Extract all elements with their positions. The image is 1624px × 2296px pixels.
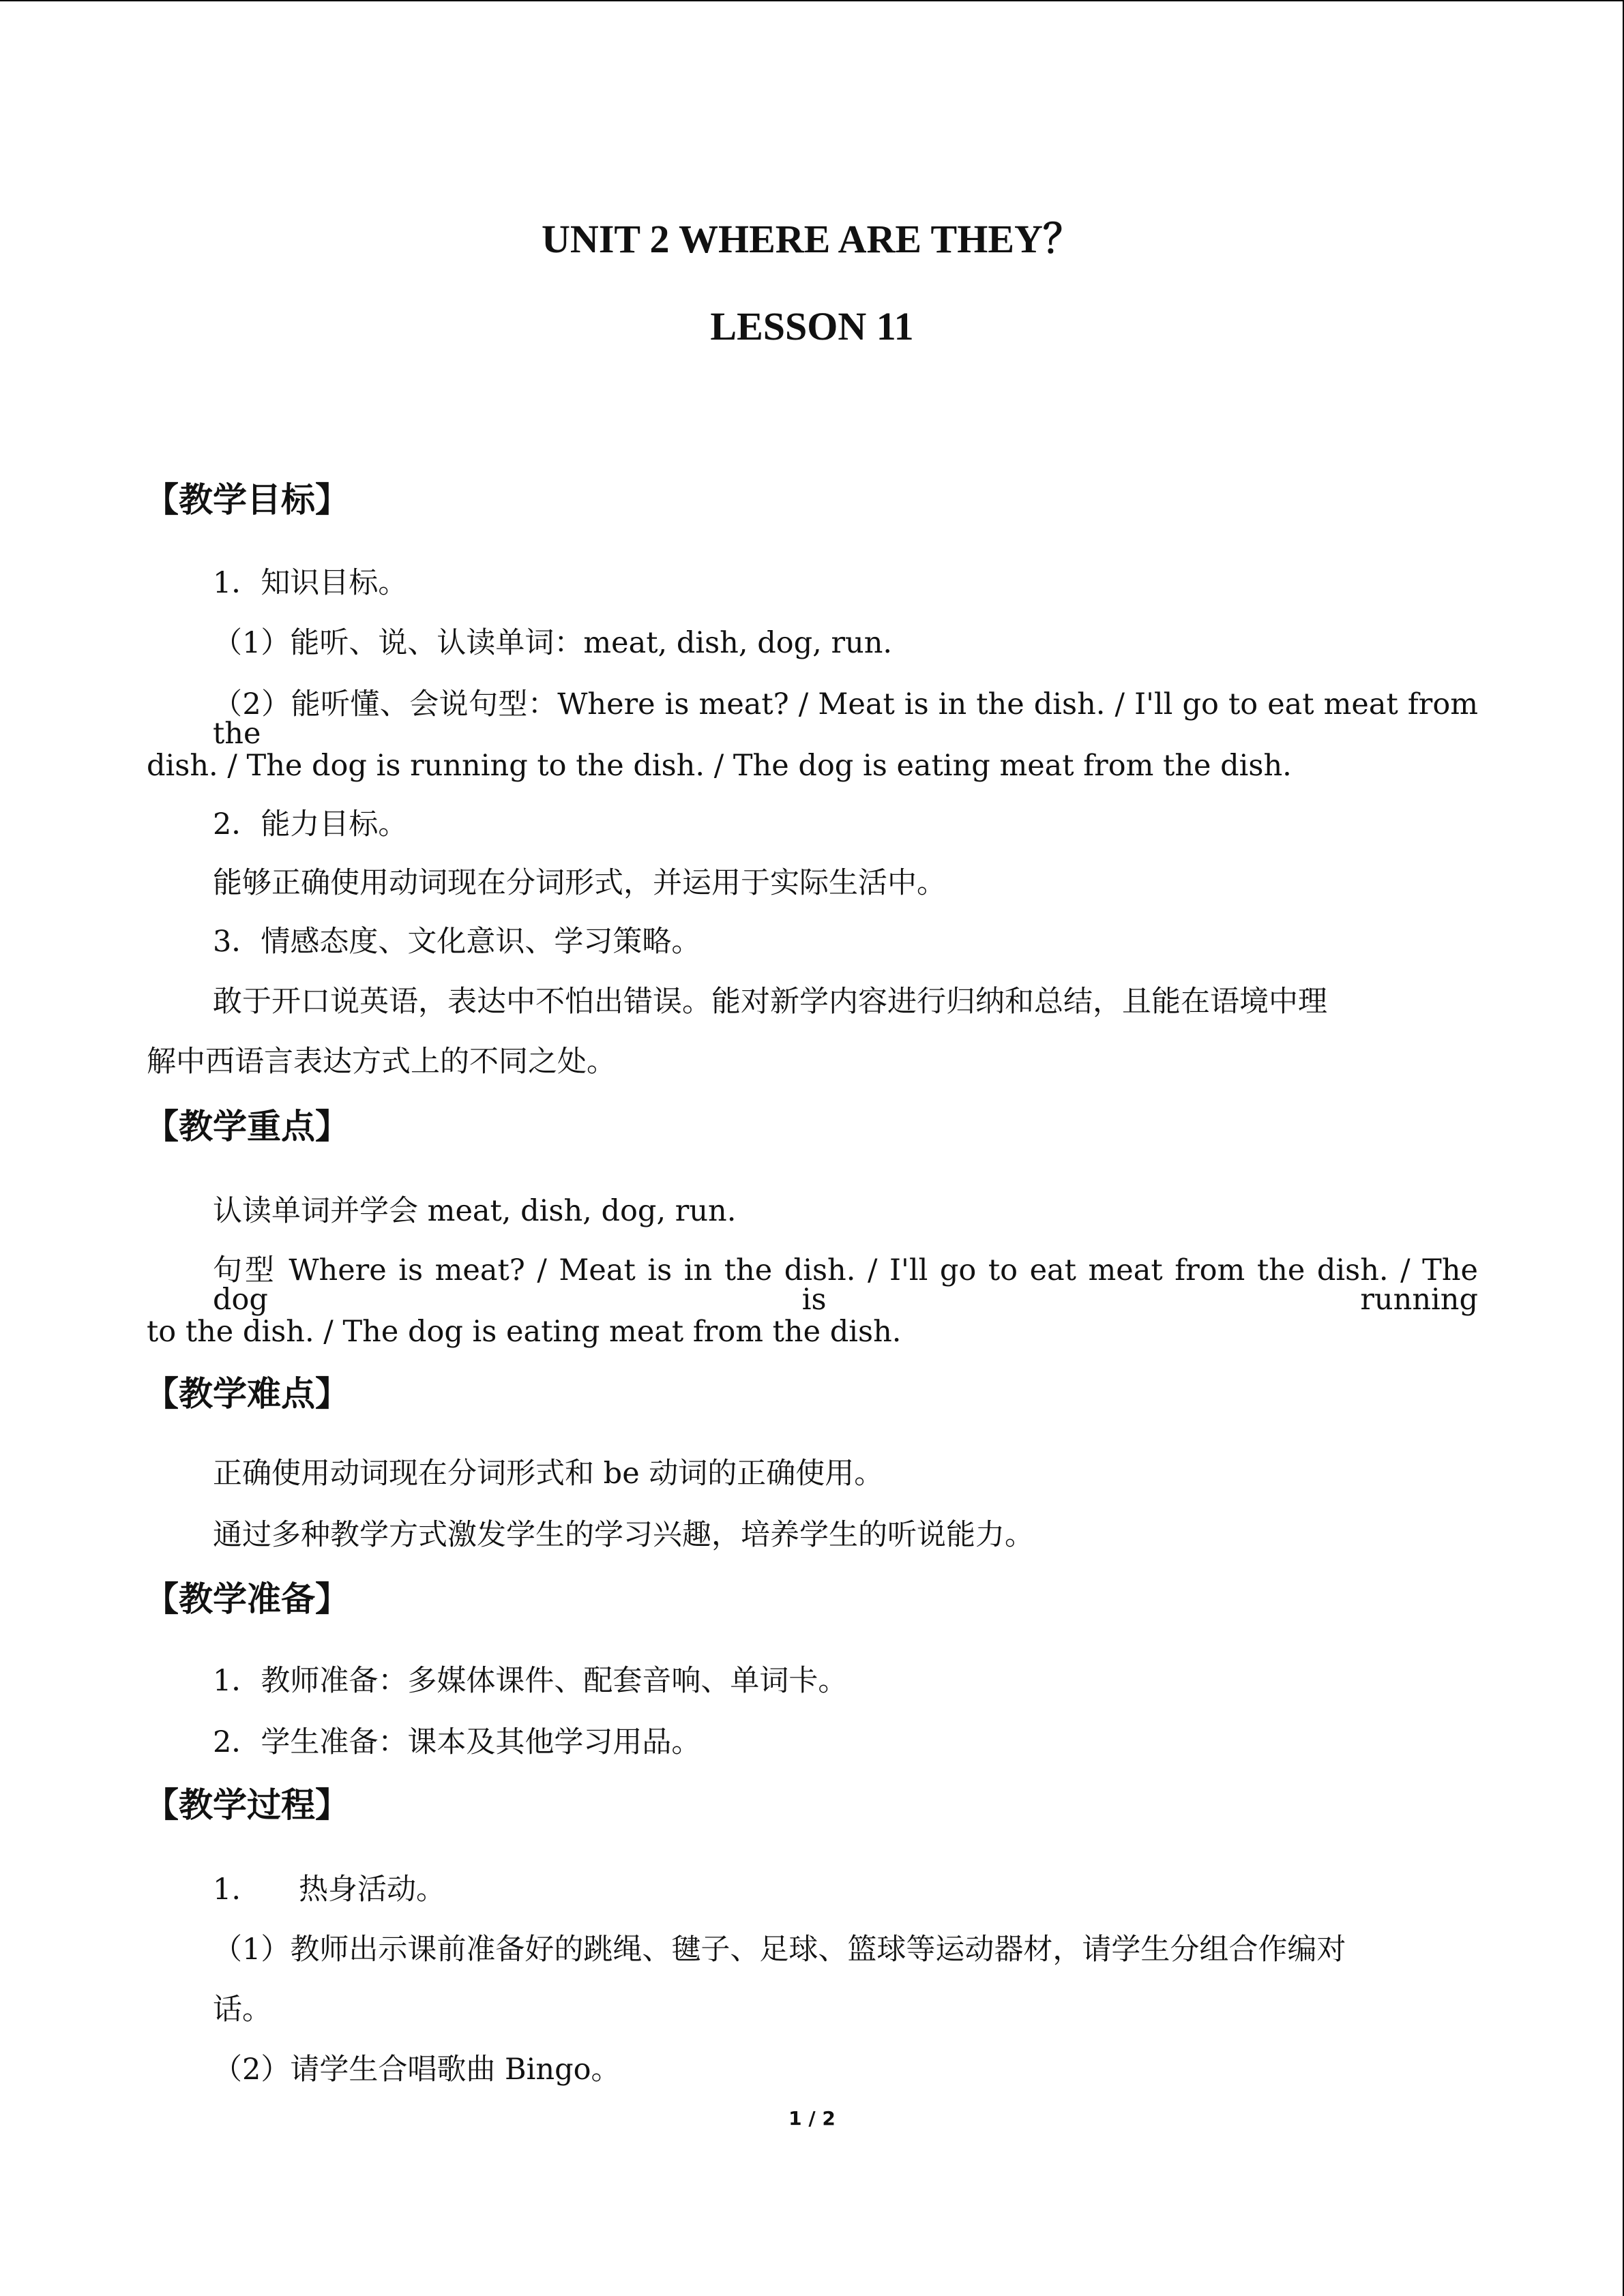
heading-key-points: 【教学重点】	[145, 1107, 349, 1146]
page-number: 1 / 2	[788, 2107, 836, 2130]
key-points-line-1: 认读单词并学会 meat, dish, dog, run.	[213, 1194, 737, 1228]
process-line-2: （1）教师出示课前准备好的跳绳、毽子、足球、篮球等运动器材，请学生分组合作编对	[213, 1933, 1346, 1967]
lesson-title: LESSON 11	[710, 304, 914, 348]
objectives-line-4: dish. / The dog is running to the dish. / The dog is eating meat from the dish.	[147, 749, 1292, 783]
objectives-line-9: 解中西语言表达方式上的不同之处。	[147, 1045, 616, 1079]
process-line-3: 话。	[213, 1993, 271, 2027]
process-item-text: 热身活动。	[299, 1873, 446, 1907]
objectives-line-7: 3．情感态度、文化意识、学习策略。	[213, 925, 701, 959]
objectives-line-2: （1）能听、说、认读单词：meat, dish, dog, run.	[213, 626, 893, 660]
key-points-line-2: 句型 Where is meat? / Meat is in the dish. / I'll go to eat meat from the dish. / The dog is running	[213, 1253, 1478, 1317]
difficulties-line-2: 通过多种教学方式激发学生的学习兴趣，培养学生的听说能力。	[213, 1518, 1034, 1552]
objectives-line-3: （2）能听懂、会说句型：Where is meat? / Meat is in the dish. / I'll go to eat meat from the	[213, 687, 1478, 751]
heading-process: 【教学过程】	[145, 1785, 349, 1825]
document-title: UNIT 2 WHERE ARE THEY？	[542, 217, 1082, 261]
preparation-line-1: 1．教师准备：多媒体课件、配套音响、单词卡。	[213, 1664, 848, 1698]
process-item-number: 1.	[213, 1873, 241, 1907]
objectives-line-6: 能够正确使用动词现在分词形式，并运用于实际生活中。	[213, 866, 946, 900]
heading-preparation: 【教学准备】	[145, 1579, 349, 1619]
process-line-1	[213, 1875, 445, 1905]
preparation-line-2: 2．学生准备：课本及其他学习用品。	[213, 1725, 701, 1759]
key-points-line-3: to the dish. / The dog is eating meat from the dish.	[147, 1315, 902, 1349]
objectives-line-8: 敢于开口说英语，表达中不怕出错误。能对新学内容进行归纳和总结，且能在语境中理	[213, 985, 1327, 1019]
objectives-line-5: 2．能力目标。	[213, 807, 408, 841]
objectives-line-1: 1．知识目标。	[213, 566, 408, 600]
heading-objectives: 【教学目标】	[145, 480, 349, 520]
difficulties-line-1: 正确使用动词现在分词形式和 be 动词的正确使用。	[213, 1457, 884, 1491]
heading-difficulties: 【教学难点】	[145, 1374, 349, 1414]
process-line-4: （2）请学生合唱歌曲 Bingo。	[213, 2053, 621, 2087]
